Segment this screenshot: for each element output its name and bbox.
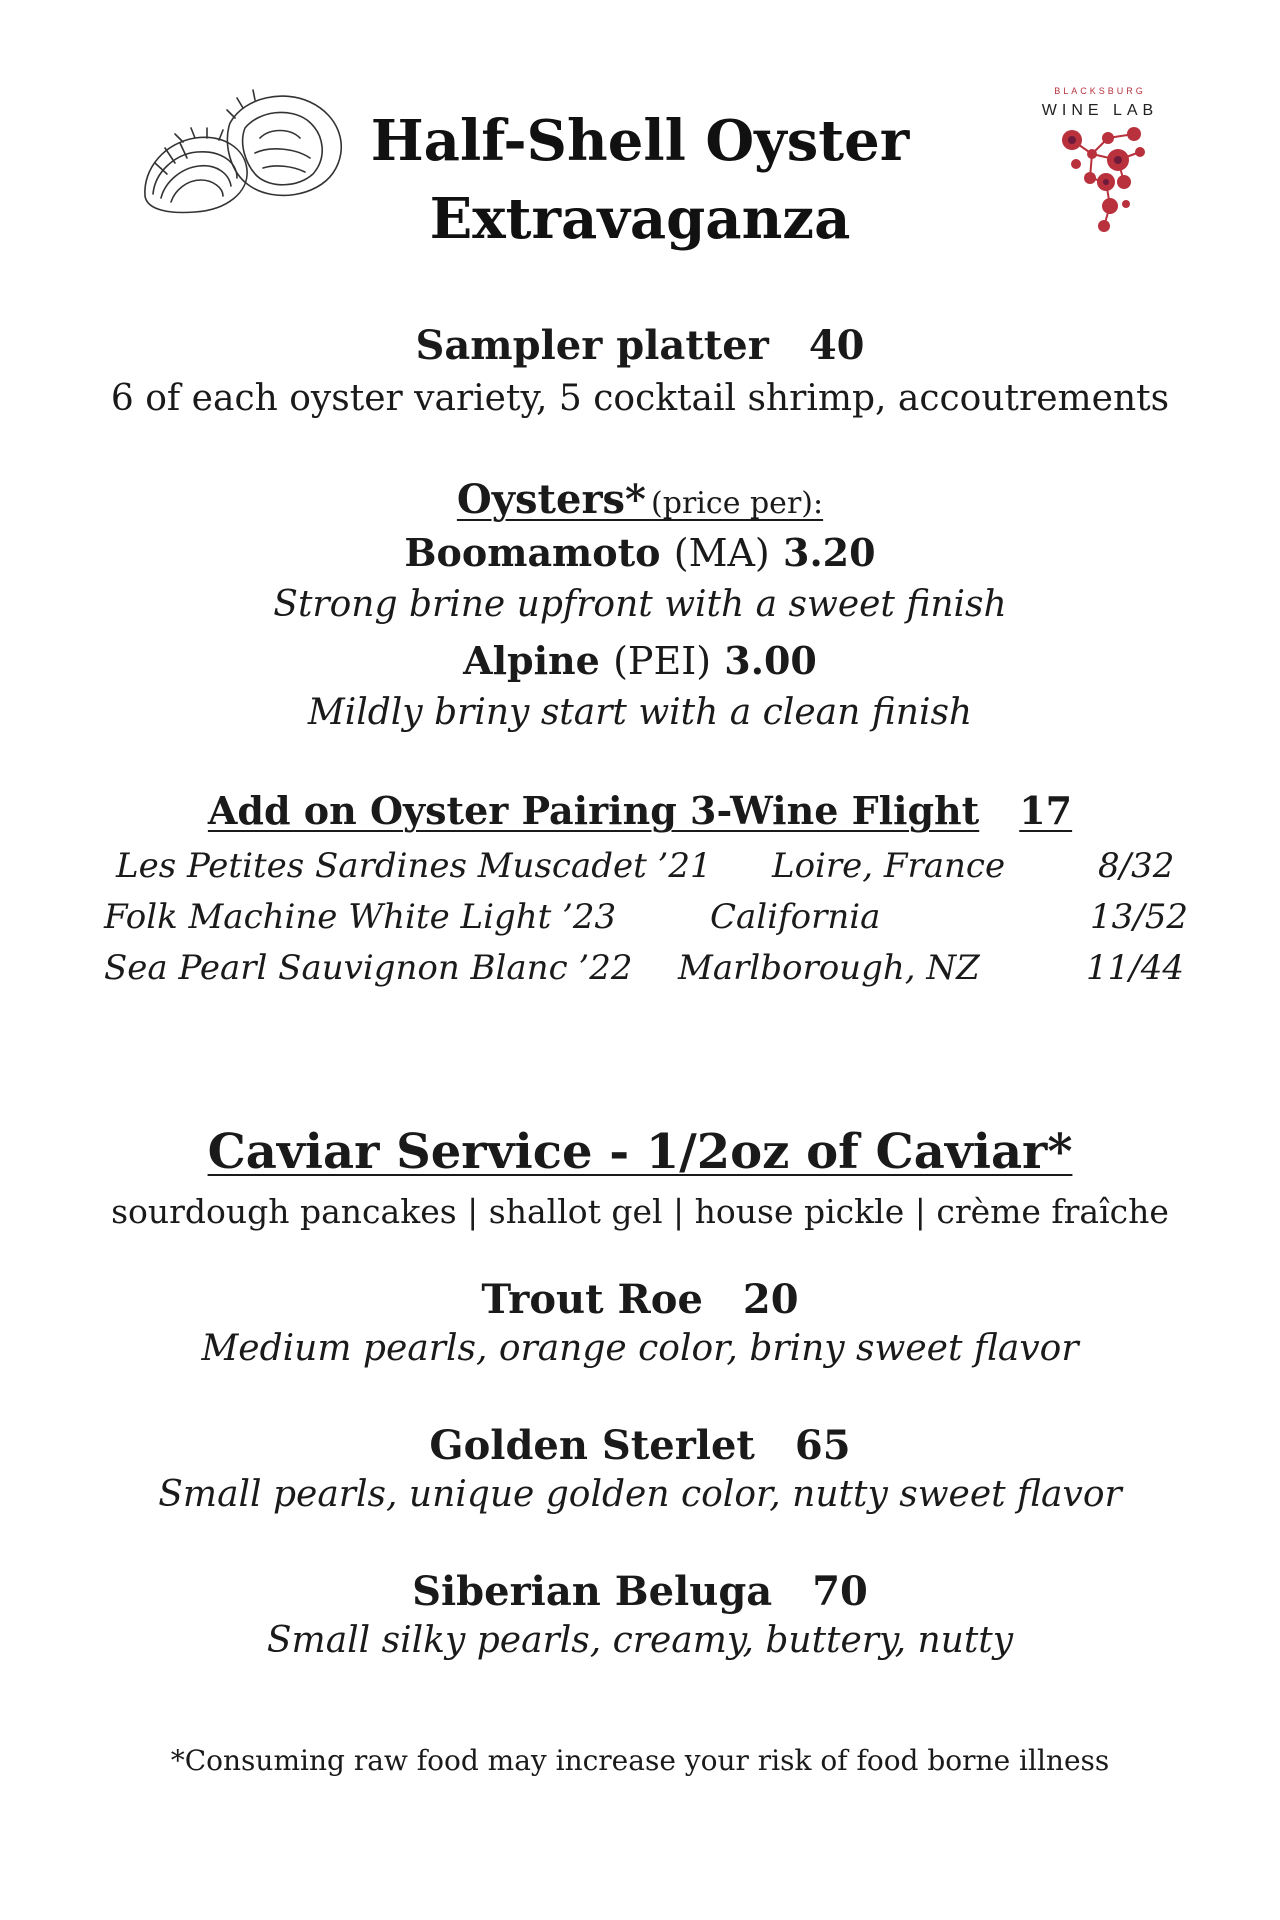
oyster-item [0,638,1280,683]
wine-name: Sea Pearl Sauvignon Blanc ’22 [104,948,633,988]
page-title [300,102,980,258]
caviar-price: 70 [812,1568,868,1615]
wine-name: Folk Machine White Light ’23 [104,897,617,937]
caviar-name: Trout Roe [481,1276,703,1323]
wine-flight-price: 17 [1019,788,1073,833]
oyster-item [0,530,1280,575]
wine-flight-title: Add on Oyster Pairing 3-Wine Flight [207,788,980,833]
caviar-item [0,1276,1280,1323]
oyster-description: Strong brine upfront with a sweet finish [273,584,1007,625]
wine-region: Loire, France [772,846,1006,886]
sampler-description: 6 of each oyster variety, 5 cocktail shrimp, accoutrements [110,378,1170,419]
caviar-description: Medium pearls, orange color, briny sweet flavor [201,1328,1079,1369]
caviar-description: Small pearls, unique golden color, nutty sweet flavor [158,1474,1122,1515]
caviar-title: Caviar Service - 1/2oz of Caviar* [207,1124,1073,1180]
oyster-price: 3.00 [724,638,817,683]
sampler-heading [0,322,1280,369]
oyster-name: Alpine [463,638,600,683]
caviar-price: 65 [794,1422,851,1469]
oyster-origin: (PEI) [613,639,712,683]
caviar-price: 20 [742,1276,799,1323]
caviar-description: Small silky pearls, creamy, buttery, nutty [266,1620,1014,1661]
oyster-origin: (MA) [673,531,770,575]
oyster-description: Mildly briny start with a clean finish [307,692,973,733]
grape-cluster-icon [1000,124,1200,234]
title-line-2: Extravaganza [429,186,851,252]
oyster-name: Boomamoto [404,530,661,575]
caviar-name: Siberian Beluga [412,1568,773,1615]
footer-disclaimer: *Consuming raw food may increase your risk of food borne illness [170,1744,1110,1777]
wine-price: 8/32 [1098,846,1175,886]
oysters-heading [0,476,1280,523]
oysters-title: Oysters* [456,476,646,523]
wine-flight-heading [0,788,1280,833]
caviar-accompaniments: sourdough pancakes | shallot gel | house pickle | crème fraîche [111,1192,1169,1231]
wine-name: Les Petites Sardines Muscadet ’21 [116,846,712,886]
wine-price: 13/52 [1090,897,1188,937]
caviar-name: Golden Sterlet [429,1422,755,1469]
wine-region: Marlborough, NZ [678,948,980,988]
caviar-item [0,1422,1280,1469]
wine-lab-logo [1000,86,1200,234]
wine-price: 11/44 [1086,948,1184,988]
logo-top-text: BLACKSBURG [1054,86,1146,96]
caviar-item [0,1568,1280,1615]
caviar-heading [0,1124,1280,1180]
oysters-note: (price per): [651,486,824,521]
wine-region: California [710,897,881,937]
sampler-name: Sampler platter [415,322,769,369]
title-line-1: Half-Shell Oyster [370,108,910,174]
sampler-price: 40 [808,322,865,369]
logo-main-text: WINE LAB [1041,102,1159,119]
oyster-price: 3.20 [783,530,876,575]
